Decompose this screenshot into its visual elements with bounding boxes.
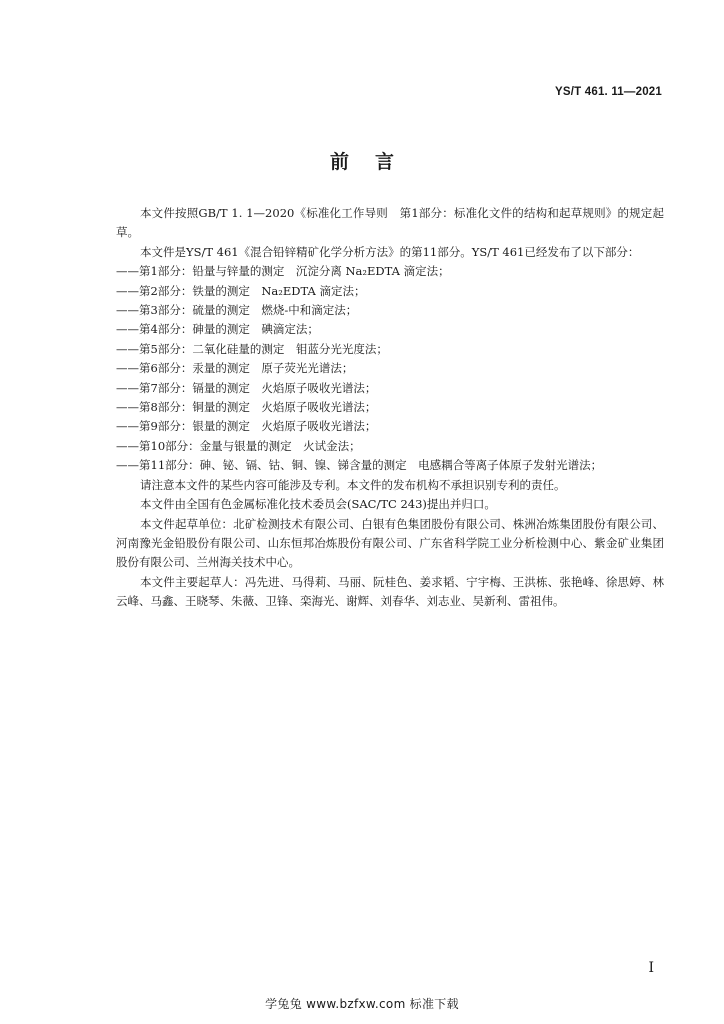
list-item: ——第11部分：砷、铋、镉、钴、铜、镍、锑含量的测定 电感耦合等离子体原子发射光谱法； bbox=[116, 458, 603, 473]
footer-watermark: 学兔兔 www.bzfxw.com 标准下载 bbox=[265, 997, 459, 1011]
list-item: ——第1部分：铅量与锌量的测定 沉淀分离 Na₂EDTA 滴定法； bbox=[116, 264, 450, 279]
paragraph-drafting-units: 本文件起草单位：北矿检测技术有限公司、白银有色集团股份有限公司、株洲冶炼集团股份有限公司、河南豫光金铅股份有限公司、山东恒邦冶炼股份有限公司、广东省科学院工业分析检测中心、紫金矿业集团股份有限公司、兰州海关技术中心。 bbox=[116, 516, 664, 570]
list-item: ——第2部分：铁量的测定 Na₂EDTA 滴定法； bbox=[116, 283, 366, 298]
paragraph-drafters: 本文件主要起草人：冯先进、马得莉、马丽、阮桂色、姜求韬、宁宇梅、王洪栋、张艳峰、徐思婷、林云峰、马鑫、王晓琴、朱薇、卫锋、栾海光、谢辉、刘春华、刘志业、吴新利、雷祖伟。 bbox=[116, 574, 664, 609]
list-item: ——第6部分：汞量的测定 原子荧光光谱法； bbox=[116, 361, 354, 376]
parts-list bbox=[116, 262, 664, 475]
paragraph-part-statement: 本文件是YS/T 461《混合铅锌精矿化学分析方法》的第11部分。YS/T 461已经发布了以下部分： bbox=[140, 244, 640, 259]
page-number: I bbox=[648, 960, 654, 976]
list-item: ——第4部分：砷量的测定 碘滴定法； bbox=[116, 322, 319, 337]
foreword-body bbox=[116, 204, 664, 612]
paragraph-patent-notice: 请注意本文件的某些内容可能涉及专利。本文件的发布机构不承担识别专利的责任。 bbox=[140, 477, 566, 492]
list-item: ——第9部分：银量的测定 火焰原子吸收光谱法； bbox=[116, 419, 377, 434]
list-item: ——第10部分：金量与银量的测定 火试金法； bbox=[116, 438, 361, 453]
list-item: ——第8部分：铜量的测定 火焰原子吸收光谱法； bbox=[116, 400, 377, 415]
page-title: 前言 bbox=[329, 151, 420, 173]
list-item: ——第3部分：硫量的测定 燃烧-中和滴定法； bbox=[116, 303, 358, 318]
list-item: ——第7部分：镉量的测定 火焰原子吸收光谱法； bbox=[116, 380, 377, 395]
standard-code: YS/T 461. 11—2021 bbox=[555, 86, 662, 98]
list-item: ——第5部分：二氧化硅量的测定 钼蓝分光光度法； bbox=[116, 341, 388, 356]
paragraph-proposer: 本文件由全国有色金属标准化技术委员会(SAC/TC 243)提出并归口。 bbox=[140, 497, 496, 512]
paragraph-drafting-basis: 本文件按照GB/T 1. 1—2020《标准化工作导则 第1部分：标准化文件的结构和起草规则》的规定起草。 bbox=[116, 206, 664, 240]
